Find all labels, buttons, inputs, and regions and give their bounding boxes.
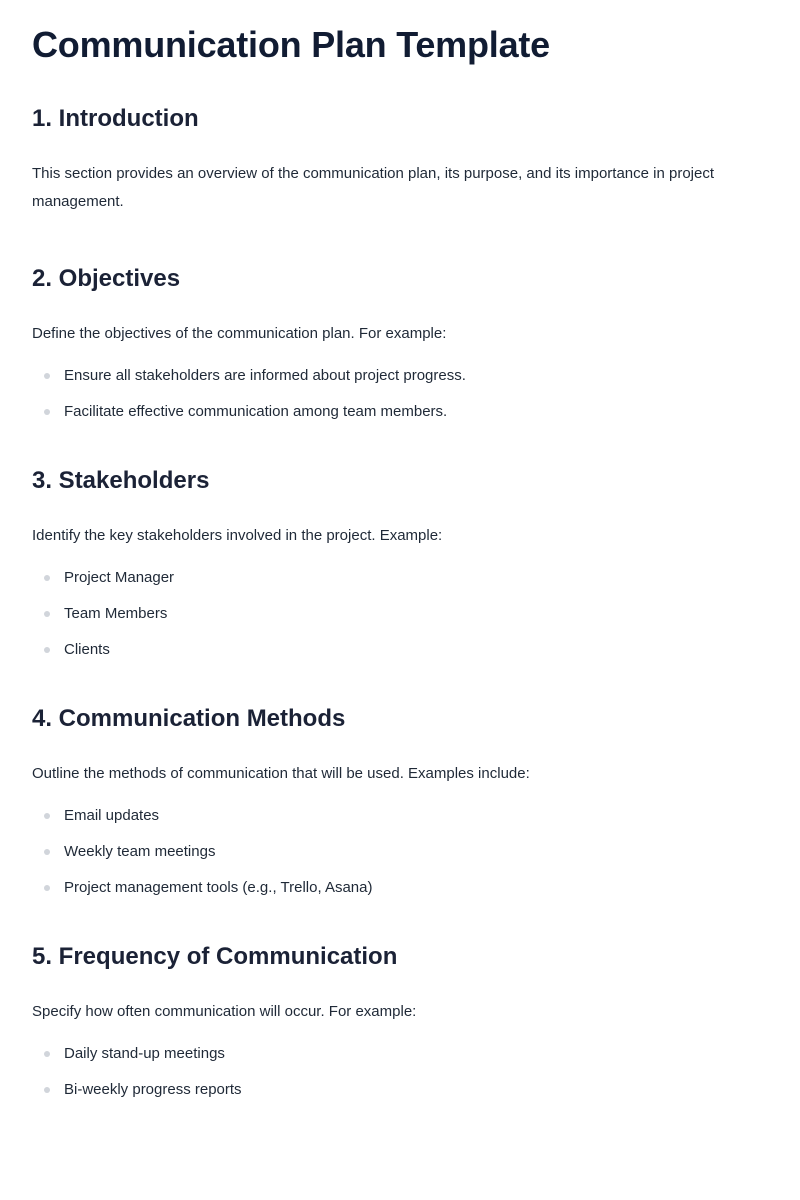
bullet-list bbox=[32, 1044, 768, 1100]
section-communication-methods bbox=[32, 704, 768, 898]
bullet-list bbox=[32, 366, 768, 422]
list-item-text: Daily stand-up meetings bbox=[64, 1045, 225, 1062]
section-heading: 4. Communication Methods bbox=[32, 705, 346, 732]
section-heading: 5. Frequency of Communication bbox=[32, 943, 398, 970]
section-text: Define the objectives of the communication plan. For example: bbox=[32, 325, 447, 342]
list-item bbox=[32, 568, 768, 588]
list-item bbox=[32, 640, 768, 660]
section-objectives bbox=[32, 264, 768, 422]
list-item-text: Weekly team meetings bbox=[64, 843, 216, 860]
bullet-list bbox=[32, 568, 768, 660]
section-frequency bbox=[32, 942, 768, 1100]
section-text: Outline the methods of communication that will be used. Examples include: bbox=[32, 765, 530, 782]
bullet-icon bbox=[44, 1051, 50, 1057]
list-item-text: Project Manager bbox=[64, 569, 175, 586]
list-item bbox=[32, 842, 768, 862]
list-item bbox=[32, 366, 768, 386]
list-item-text: Bi-weekly progress reports bbox=[64, 1081, 242, 1098]
bullet-icon bbox=[44, 1087, 50, 1093]
section-text: Specify how often communication will occur. For example: bbox=[32, 1003, 417, 1020]
list-item-text: Clients bbox=[64, 641, 110, 658]
section-heading: 1. Introduction bbox=[32, 105, 199, 132]
bullet-list bbox=[32, 806, 768, 898]
list-item bbox=[32, 402, 768, 422]
bullet-icon bbox=[44, 849, 50, 855]
list-item bbox=[32, 806, 768, 826]
list-item bbox=[32, 1080, 768, 1100]
section-heading: 2. Objectives bbox=[32, 265, 181, 292]
bullet-icon bbox=[44, 409, 50, 415]
section-stakeholders bbox=[32, 466, 768, 660]
list-item-text: Project management tools (e.g., Trello, Asana) bbox=[64, 879, 373, 896]
bullet-icon bbox=[44, 885, 50, 891]
bullet-icon bbox=[44, 575, 50, 581]
list-item-text: Email updates bbox=[64, 807, 160, 824]
section-introduction bbox=[32, 104, 768, 216]
list-item bbox=[32, 1044, 768, 1064]
list-item-text: Facilitate effective communication among team members. bbox=[64, 403, 448, 420]
list-item bbox=[32, 878, 768, 898]
page-title: Communication Plan Template bbox=[32, 24, 551, 65]
bullet-icon bbox=[44, 813, 50, 819]
list-item-text: Team Members bbox=[64, 605, 168, 622]
section-heading: 3. Stakeholders bbox=[32, 467, 210, 494]
list-item bbox=[32, 604, 768, 624]
section-text: This section provides an overview of the communication plan, its purpose, and its importance in project management. bbox=[32, 165, 715, 210]
bullet-icon bbox=[44, 647, 50, 653]
bullet-icon bbox=[44, 611, 50, 617]
bullet-icon bbox=[44, 373, 50, 379]
section-text: Identify the key stakeholders involved in the project. Example: bbox=[32, 527, 443, 544]
list-item-text: Ensure all stakeholders are informed about project progress. bbox=[64, 367, 466, 384]
